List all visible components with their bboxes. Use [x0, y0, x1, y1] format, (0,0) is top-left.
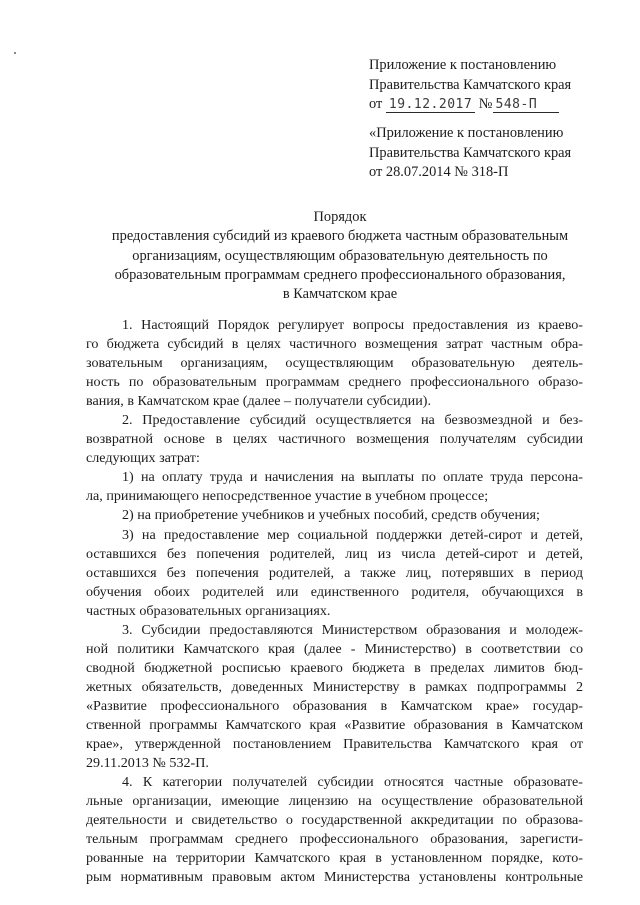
paragraph-line: льные организации, имеющие лицензию на осуществление образовательной: [86, 793, 583, 810]
paragraph-line: обучения обоих родителей или единственного родителя, обучающихся в: [86, 583, 583, 600]
paragraph-line: оставшихся без попечения родителей, лиц из числа детей-сирот и детей,: [86, 545, 583, 562]
paragraph-line: 29.11.2013 № 532-П.: [86, 755, 209, 772]
paragraph-line: следующих затрат:: [86, 450, 200, 467]
scan-artifact: [14, 52, 16, 54]
paragraph-2: [86, 411, 583, 468]
paragraph-line: ность по образовательным программам среднего профессионального образо-: [86, 374, 583, 391]
attachment-number: 548-П: [495, 97, 538, 112]
attachment-current: [369, 56, 609, 115]
title-line: образовательным программам среднего профессионального образования,: [114, 266, 566, 283]
paragraph-line: частных образовательных организациях.: [86, 602, 331, 619]
attachment-number-sign: №: [478, 96, 493, 112]
paragraph-1: [86, 316, 583, 411]
paragraph-3: [86, 621, 583, 773]
paragraph-line: рованные на территории Камчатского края в установленном порядке, кото-: [86, 850, 583, 867]
paragraph-line: вания, в Камчатском крае (далее – получатели субсидии).: [86, 393, 431, 410]
paragraph-line: 1. Настоящий Порядок регулирует вопросы предоставления из краево-: [122, 317, 583, 333]
paragraph-line: го бюджета субсидий в целях частичного возмещения затрат частным обра-: [86, 336, 583, 353]
attachment-prefix: от: [369, 96, 383, 112]
paragraph-line: крае», утвержденной постановлением Правительства Камчатского края от: [86, 736, 583, 753]
paragraph-line: ной политики Камчатского края (далее - Министерство) в соответствии со: [86, 640, 583, 657]
paragraph-line: «Развитие профессионального образования в Камчатском крае» государ-: [86, 697, 583, 714]
title-line: в Камчатском крае: [282, 286, 398, 303]
paragraph-line: сводной бюджетной росписью краевого бюджета в пределах лимитов бюд-: [86, 659, 583, 676]
attachment-date-field: [386, 97, 475, 113]
title-line: организациям, осуществляющим образовательную деятельность по: [132, 247, 548, 264]
document-title: [100, 208, 580, 304]
paragraph-line: деятельности и свидетельство о государственной аккредитации по образова-: [86, 812, 583, 829]
title-line: предоставления субсидий из краевого бюджета частным образовательным: [111, 228, 569, 245]
paragraph-line: 4. К категории получателей субсидии относятся частные образовате-: [122, 774, 583, 791]
paragraph-line: зовательным организациям, осуществляющим образовательную деятель-: [86, 355, 583, 372]
paragraph-line: жетных обязательств, доведенных Министерству в рамках подпрограммы 2: [86, 678, 583, 695]
paragraph-line: 3. Субсидии предоставляются Министерством образования и молодеж-: [122, 621, 583, 638]
paragraph-4: [86, 773, 583, 887]
document-body: [86, 316, 583, 887]
attachment-previous-line3: от 28.07.2014 № 318-П: [369, 164, 509, 180]
paragraph-line: 2. Предоставление субсидий осуществляется на безвозмездной и без-: [122, 412, 583, 429]
paragraph-line: тельным программам среднего профессионального образования, зарегисти-: [86, 831, 583, 848]
paragraph-line: возвратной основе в целях частичного возмещения получателям субсидии: [86, 431, 583, 448]
attachment-current-line3: [369, 95, 609, 115]
paragraph-line: 1) на оплату труда и начисления на выплаты по оплате труда персона-: [122, 469, 583, 486]
attachment-number-field: [493, 97, 560, 113]
title-heading: Порядок: [313, 209, 367, 225]
paragraph-line: ла, принимающего непосредственное участие в учебном процессе;: [86, 488, 489, 505]
paragraph-line: 3) на предоставление мер социальной поддержки детей-сирот и детей,: [122, 526, 583, 543]
attachment-previous-line2: Правительства Камчатского края: [369, 144, 572, 161]
paragraph-line: оставшихся без попечения родителей, а также лиц, потерявших в период: [86, 564, 583, 581]
attachment-previous-line1: «Приложение к постановлению: [369, 125, 564, 141]
list-item-2: [86, 506, 583, 525]
list-item-1: [86, 468, 583, 506]
list-item-3: [86, 526, 583, 621]
attachment-current-line2: Правительства Камчатского края: [369, 76, 572, 93]
attachment-previous: [369, 124, 609, 183]
paragraph-line: 2) на приобретение учебников и учебных пособий, средств обучения;: [122, 507, 540, 524]
attachment-date: 19.12.2017: [388, 97, 473, 112]
paragraph-line: ственной программы Камчатского края «Развитие образования в Камчатском: [86, 716, 583, 733]
attachment-current-line1: Приложение к постановлению: [369, 57, 557, 73]
paragraph-line: рым нормативным правовым актом Министерства установлены контрольные: [86, 869, 583, 886]
